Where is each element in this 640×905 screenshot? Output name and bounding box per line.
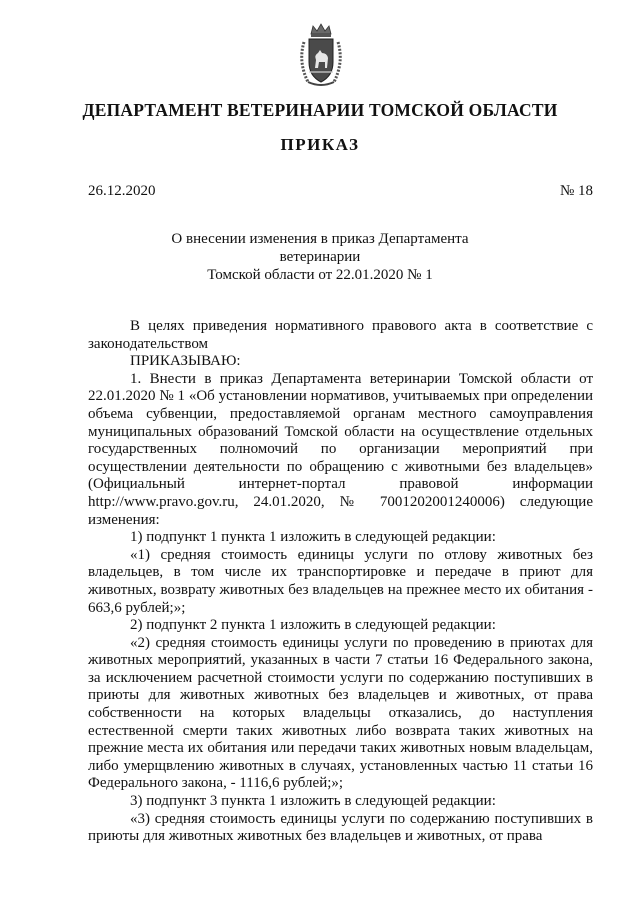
title-line: О внесении изменения в приказ Департамента ветеринарии [171,231,469,265]
order-title [130,230,510,284]
body-paragraph: 1) подпункт 1 пункта 1 изложить в следующей редакции: [130,529,496,546]
order-body [88,318,593,846]
title-line: Томской области от 22.01.2020 № 1 [207,267,433,283]
body-paragraph: «1) средняя стоимость единицы услуги по отлову животных без владельцев, в том числе их транспортировке и передаче в приют для животных, возврату животных без владельцев на прежнее место их обитания - 663,6 рублей;»; [88,546,593,616]
body-paragraph: 3) подпункт 3 пункта 1 изложить в следующей редакции: [130,793,496,810]
body-paragraph: «2) средняя стоимость единицы услуги по проведению в приютах для животных мероприятий, указанных в части 7 статьи 16 Федерального закона, за исключением расчетной стоимости услуги по содержанию поступивших в приюты для животных животных без владельцев и животных, от права собственности на которых владельцы отказались, до наступления естественной смерти таких животных либо возврата таких животных на прежние места их обитания или передачи таких животных новым владельцам, либо умерщвлению животных в случаях, установленных частью 11 статьи 16 Федерального закона, - 1116,6 рублей;»; [88,634,593,792]
document-type: ПРИКАЗ [280,135,360,154]
order-date: 26.12.2020 [88,183,156,199]
body-paragraph: 1. Внести в приказ Департамента ветеринарии Томской области от 22.01.2020 № 1 «Об установлении нормативов, учитываемых при определении объема субвенции, предоставляемой органам местного самоуправления муниципальных образований Томской области на осуществление отдельных государственных полномочий по организации мероприятий при осуществлении деятельности по обращению с животными без владельцев» (Официальный интернет-портал правовой информации http://www.pravo.gov.ru, 24.01.2020, № 7001202001240006) следующие изменения: [88,370,593,528]
department-name: ДЕПАРТАМЕНТ ВЕТЕРИНАРИИ ТОМСКОЙ ОБЛАСТИ [82,100,558,120]
order-directive: ПРИКАЗЫВАЮ: [130,353,241,370]
preamble-paragraph: В целях приведения нормативного правового акта в соответствие с законодательством [88,318,593,352]
body-paragraph: 2) подпункт 2 пункта 1 изложить в следующей редакции: [130,617,496,634]
coat-of-arms-icon [296,22,346,90]
body-paragraph: «3) средняя стоимость единицы услуги по содержанию поступивших в приюты для животных животных без владельцев и животных, от права [88,810,593,845]
order-number: № 18 [559,183,593,199]
